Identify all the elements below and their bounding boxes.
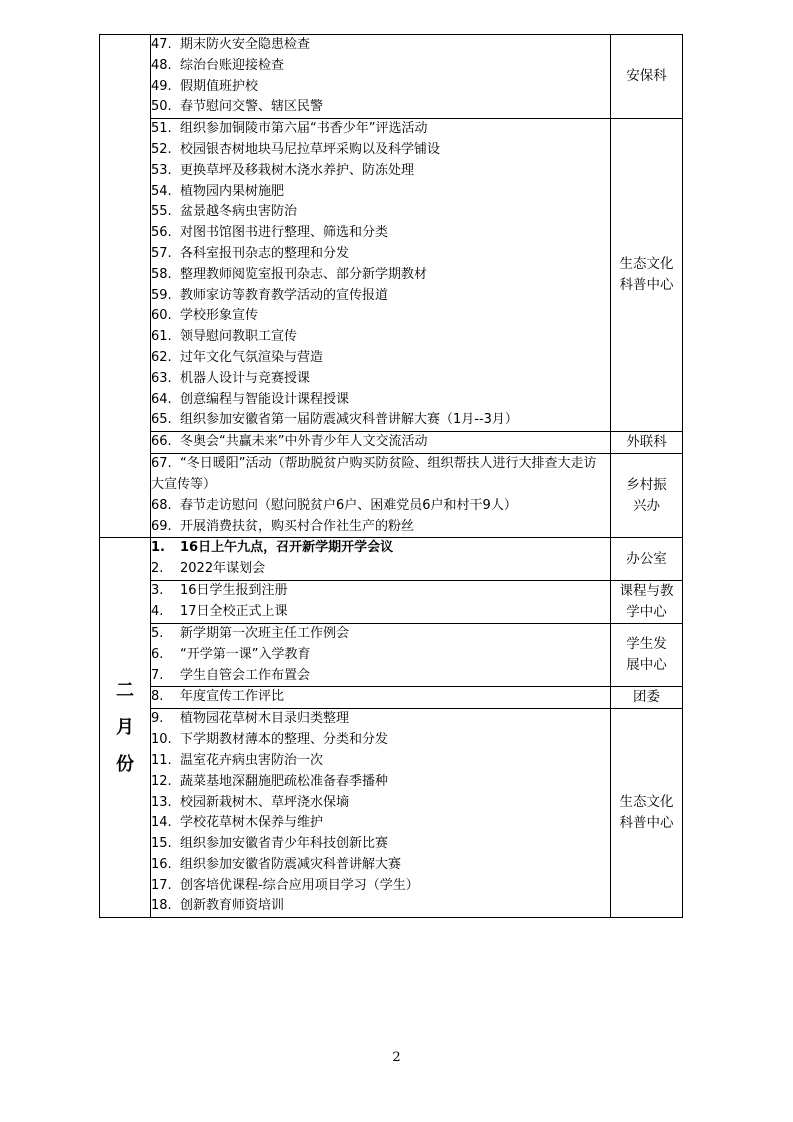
task-text: 17日全校正式上课: [180, 603, 288, 619]
department-cell: [611, 35, 683, 119]
task-number: 51.: [151, 121, 172, 137]
task-item: [151, 265, 610, 286]
task-number: 5.: [151, 625, 164, 641]
task-text: 机器人设计与竞赛授课: [180, 370, 311, 386]
task-item: [151, 202, 610, 223]
month-label-char: 二: [116, 680, 134, 702]
task-item: [151, 645, 610, 666]
task-number: 64.: [151, 391, 172, 407]
dept-group-row: [100, 580, 683, 623]
department-cell: [611, 580, 683, 623]
department-cell: [611, 432, 683, 454]
task-text: 植物园花草树木目录归类整理: [180, 711, 350, 727]
task-number: 66.: [151, 434, 172, 450]
task-number: 55.: [151, 204, 172, 220]
task-text: 新学期第一次班主任工作例会: [180, 625, 350, 641]
department-label: [611, 254, 682, 296]
task-item: [151, 517, 610, 538]
task-text: 教师家访等教育教学活动的宣传报道: [180, 287, 389, 303]
department-label-line: 生态文化: [619, 794, 674, 811]
department-label: [611, 634, 682, 676]
schedule-table: [99, 34, 683, 918]
task-number: 6.: [151, 646, 164, 662]
department-label: [611, 792, 682, 834]
department-label: 外联科: [626, 434, 667, 451]
task-item: [151, 369, 610, 390]
task-text: 组织参加铜陵市第六届“书香少年”评选活动: [180, 121, 428, 137]
department-label-line: 科普中心: [619, 277, 674, 294]
task-item: [151, 559, 610, 580]
task-text: 下学期教材薄本的整理、分类和分发: [180, 732, 389, 748]
department-cell: [611, 687, 683, 709]
task-item: [151, 161, 610, 182]
month-label: [100, 672, 150, 783]
task-number: 18.: [151, 898, 172, 914]
month-cell: [100, 35, 151, 538]
department-label-line: 学中心: [626, 603, 667, 620]
task-number: 63.: [151, 370, 172, 386]
task-text: 校园新栽树木、草坪浇水保墒: [180, 794, 350, 810]
dept-group-row: [100, 454, 683, 538]
task-list-cell: [151, 119, 611, 432]
task-text: 创新教育师资培训: [180, 898, 285, 914]
task-number: 17.: [151, 877, 172, 893]
task-list-cell: [151, 432, 611, 454]
task-item: [151, 348, 610, 369]
task-number: 48.: [151, 57, 172, 73]
task-text: 创客培优课程-综合应用项目学习（学生）: [180, 877, 419, 893]
department-cell: [611, 454, 683, 538]
schedule-body: [100, 35, 683, 918]
task-number: 13.: [151, 794, 172, 810]
task-text: 组织参加安徽省防震减灾科普讲解大赛: [180, 856, 402, 872]
task-number: 57.: [151, 245, 172, 261]
task-item: [151, 35, 610, 56]
task-number: 52.: [151, 141, 172, 157]
department-cell: [611, 538, 683, 581]
department-label-line: 生态文化: [619, 256, 674, 273]
task-text: 对图书馆图书进行整理、筛选和分类: [180, 225, 389, 241]
task-text: 期末防火安全隐患检查: [180, 37, 311, 52]
task-number: 9.: [151, 711, 164, 727]
dept-group-row: [100, 623, 683, 686]
task-text: 组织参加安徽省青少年科技创新比赛: [180, 836, 389, 852]
task-text: 学生自管会工作布置会: [180, 667, 311, 683]
task-number: 12.: [151, 773, 172, 789]
task-text: 16日上午九点，召开新学期开学会议: [180, 540, 394, 556]
task-number: 58.: [151, 266, 172, 282]
month-label-char: 月: [116, 717, 134, 739]
task-text: 过年文化气氛渲染与营造: [180, 349, 324, 365]
task-item: [151, 793, 610, 814]
task-number: 65.: [151, 412, 172, 428]
department-label: 团委: [633, 689, 660, 706]
dept-group-row: [100, 538, 683, 581]
task-number: 67.: [151, 456, 172, 472]
department-label-line: 兴办: [633, 497, 660, 514]
task-list-cell: [151, 623, 611, 686]
task-item: [151, 666, 610, 687]
task-number: 60.: [151, 308, 172, 324]
task-number: 47.: [151, 37, 172, 52]
department-label-line: 学生发: [626, 636, 667, 653]
task-item: [151, 730, 610, 751]
task-list-cell: [151, 687, 611, 709]
task-item: [151, 390, 610, 411]
task-number: 1.: [151, 540, 165, 556]
task-number: 53.: [151, 162, 172, 178]
task-number: 10.: [151, 732, 172, 748]
task-item: [151, 896, 610, 917]
task-text: 植物园内果树施肥: [180, 183, 285, 199]
task-item: [151, 687, 610, 708]
task-item: [151, 538, 610, 559]
task-text: 创意编程与智能设计课程授课: [180, 391, 350, 407]
task-item: [151, 602, 610, 623]
task-number: 16.: [151, 856, 172, 872]
department-label-line: 乡村振: [626, 476, 667, 493]
task-number: 54.: [151, 183, 172, 199]
task-item: [151, 834, 610, 855]
department-label: 安保科: [626, 68, 667, 85]
task-list-cell: [151, 709, 611, 918]
task-text: “开学第一课”入学教育: [180, 646, 311, 662]
task-item: [151, 751, 610, 772]
task-number: 61.: [151, 329, 172, 345]
task-list-cell: [151, 35, 611, 119]
task-text: 更换草坪及移栽树木浇水养护、防冻处理: [180, 162, 415, 178]
dept-group-row: [100, 35, 683, 119]
task-item: [151, 97, 610, 118]
task-text: 春节走访慰问（慰问脱贫户6户、困难党员6户和村干9人）: [180, 497, 517, 513]
department-label: 办公室: [626, 550, 667, 567]
task-item: [151, 77, 610, 98]
task-text: 16日学生报到注册: [180, 583, 288, 599]
task-text: 温室花卉病虫害防治一次: [180, 752, 324, 768]
task-item: [151, 772, 610, 793]
department-label-line: 科普中心: [619, 815, 674, 832]
task-text: 假期值班护校: [180, 78, 259, 94]
task-text: “冬日暖阳”活动（帮助脱贫户购买防贫险、组织帮扶人进行大排查大走访大宣传等）: [151, 456, 597, 492]
task-text: 校园银杏树地块马尼拉草坪采购以及科学铺设: [180, 141, 441, 157]
task-text: 春节慰问交警、辖区民警: [180, 99, 324, 115]
task-item: [151, 454, 610, 496]
department-cell: [611, 119, 683, 432]
task-number: 11.: [151, 752, 172, 768]
task-number: 7.: [151, 667, 164, 683]
task-text: 整理教师阅览室报刊杂志、部分新学期教材: [180, 266, 428, 282]
task-item: [151, 432, 610, 453]
task-number: 56.: [151, 225, 172, 241]
month-cell: [100, 538, 151, 918]
task-number: 69.: [151, 518, 172, 534]
task-item: [151, 581, 610, 602]
task-text: 2022年谋划会: [180, 561, 266, 577]
task-number: 59.: [151, 287, 172, 303]
task-number: 68.: [151, 497, 172, 513]
department-cell: [611, 623, 683, 686]
task-text: 学校形象宣传: [180, 308, 259, 324]
task-item: [151, 223, 610, 244]
task-list-cell: [151, 580, 611, 623]
department-cell: [611, 709, 683, 918]
task-item: [151, 56, 610, 77]
task-item: [151, 140, 610, 161]
task-item: [151, 624, 610, 645]
task-item: [151, 813, 610, 834]
task-text: 学校花草树木保养与维护: [180, 815, 324, 831]
task-list-cell: [151, 454, 611, 538]
task-text: 蔬菜基地深翻施肥疏松准备春季播种: [180, 773, 389, 789]
task-number: 2.: [151, 561, 164, 577]
department-label-line: 展中心: [626, 657, 667, 674]
task-number: 14.: [151, 815, 172, 831]
department-label-line: 课程与教: [619, 582, 674, 599]
task-text: 组织参加安徽省第一届防震减灾科普讲解大赛（1月--3月）: [180, 412, 518, 428]
task-item: [151, 182, 610, 203]
task-text: 冬奥会“共赢未来”中外青少年人文交流活动: [180, 434, 428, 450]
task-number: 3.: [151, 583, 164, 599]
dept-group-row: [100, 432, 683, 454]
task-item: [151, 306, 610, 327]
task-item: [151, 709, 610, 730]
task-number: 15.: [151, 836, 172, 852]
task-item: [151, 410, 610, 431]
task-number: 8.: [151, 689, 164, 705]
task-item: [151, 286, 610, 307]
task-item: [151, 244, 610, 265]
month-label-char: 份: [116, 754, 134, 776]
task-item: [151, 876, 610, 897]
task-text: 盆景越冬病虫害防治: [180, 204, 298, 220]
task-item: [151, 327, 610, 348]
task-text: 年度宣传工作评比: [180, 689, 285, 705]
task-number: 49.: [151, 78, 172, 94]
task-text: 领导慰问教职工宣传: [180, 329, 298, 345]
task-list-cell: [151, 538, 611, 581]
task-number: 62.: [151, 349, 172, 365]
task-item: [151, 119, 610, 140]
task-item: [151, 496, 610, 517]
task-number: 50.: [151, 99, 172, 115]
dept-group-row: [100, 687, 683, 709]
dept-group-row: [100, 119, 683, 432]
task-text: 综治台账迎接检查: [180, 57, 285, 73]
department-label: [611, 475, 682, 517]
page-number: 2: [392, 1050, 401, 1065]
task-text: 各科室报刊杂志的整理和分发: [180, 245, 350, 261]
dept-group-row: [100, 709, 683, 918]
task-item: [151, 855, 610, 876]
task-number: 4.: [151, 603, 164, 619]
department-label: [611, 581, 682, 623]
task-text: 开展消费扶贫，购买村合作社生产的粉丝: [180, 518, 415, 534]
